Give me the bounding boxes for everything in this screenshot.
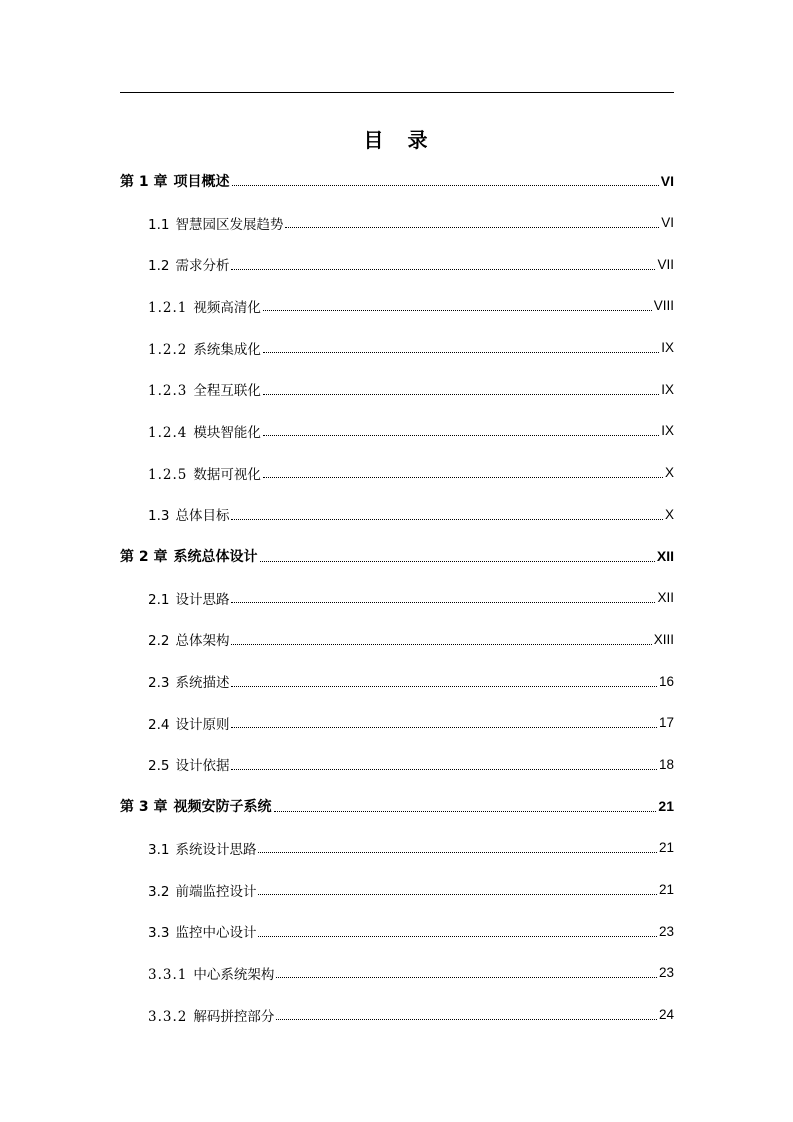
toc-entry-number: 1.2.2 bbox=[148, 341, 188, 358]
toc-entry-1-2[interactable] bbox=[120, 243, 674, 285]
toc-entry-page: VII bbox=[657, 256, 674, 272]
toc-dot-leader bbox=[258, 838, 656, 853]
toc-entry-page: X bbox=[664, 465, 674, 481]
toc-dot-leader bbox=[231, 672, 656, 687]
toc-entry-chapter-1[interactable] bbox=[120, 160, 674, 202]
toc-entry-page: 17 bbox=[658, 715, 674, 731]
toc-dot-leader bbox=[260, 547, 655, 562]
toc-entry-label bbox=[148, 754, 229, 774]
toc-entry-chapter-2[interactable] bbox=[120, 535, 674, 577]
toc-entry-page: XII bbox=[657, 590, 674, 606]
toc-entry-text: 需求分析 bbox=[175, 258, 230, 275]
toc-entry-page: 18 bbox=[658, 756, 674, 772]
toc-entry-label bbox=[148, 338, 261, 358]
toc-entry-1-2-4[interactable] bbox=[120, 410, 674, 452]
toc-entry-1-2-1[interactable] bbox=[120, 285, 674, 327]
toc-entry-text: 视频高清化 bbox=[193, 299, 261, 316]
toc-entry-label bbox=[148, 463, 261, 483]
toc-entry-number: 3.2 bbox=[148, 883, 170, 900]
toc-entry-number: 第 2 章 bbox=[120, 549, 168, 566]
toc-entry-3-3[interactable] bbox=[120, 910, 674, 952]
toc-entry-number: 3.1 bbox=[148, 841, 170, 858]
toc-entry-label bbox=[148, 671, 229, 691]
toc-entry-page: 24 bbox=[658, 1007, 674, 1023]
toc-entry-text: 设计依据 bbox=[175, 758, 230, 775]
toc-entry-page: 21 bbox=[658, 798, 674, 815]
toc-title bbox=[0, 124, 793, 153]
toc-entry-page: IX bbox=[661, 381, 674, 397]
toc-entry-label bbox=[148, 880, 256, 900]
toc-entry-label bbox=[148, 921, 256, 941]
toc-entry-label bbox=[148, 379, 261, 399]
toc-entry-text: 系统设计思路 bbox=[175, 841, 257, 858]
toc-dot-leader bbox=[231, 755, 656, 770]
toc-dot-leader bbox=[231, 588, 655, 603]
toc-entry-text: 设计原则 bbox=[175, 716, 230, 733]
toc-entry-number: 2.3 bbox=[148, 675, 170, 692]
toc-entry-2-3[interactable] bbox=[120, 660, 674, 702]
toc-entry-3-3-1[interactable] bbox=[120, 952, 674, 994]
toc-entry-text: 智慧园区发展趋势 bbox=[175, 216, 284, 233]
toc-entry-3-1[interactable] bbox=[120, 827, 674, 869]
toc-entry-label bbox=[148, 629, 229, 649]
toc-entry-chapter-3[interactable] bbox=[120, 785, 674, 827]
toc-entry-number: 2.4 bbox=[148, 716, 170, 733]
toc-dot-leader bbox=[274, 797, 657, 812]
toc-entry-page: X bbox=[664, 506, 674, 522]
toc-entry-label bbox=[120, 546, 258, 566]
toc-dot-leader bbox=[258, 922, 656, 937]
toc-entry-page: VI bbox=[661, 215, 674, 231]
toc-entry-1-1[interactable] bbox=[120, 202, 674, 244]
toc-dot-leader bbox=[263, 380, 659, 395]
toc-entry-2-1[interactable] bbox=[120, 577, 674, 619]
toc-title-char-1: 目 bbox=[363, 128, 386, 152]
toc-entry-number: 1.2.4 bbox=[148, 424, 188, 441]
toc-entry-text: 前端监控设计 bbox=[175, 883, 257, 900]
toc-entry-text: 模块智能化 bbox=[193, 424, 261, 441]
toc-entry-text: 系统集成化 bbox=[193, 341, 261, 358]
toc-entry-number: 3.3 bbox=[148, 925, 170, 942]
toc-dot-leader bbox=[263, 463, 663, 478]
toc-entry-text: 解码拼控部分 bbox=[193, 1008, 275, 1025]
toc-dot-leader bbox=[231, 255, 655, 270]
toc-dot-leader bbox=[263, 421, 659, 436]
toc-entry-2-5[interactable] bbox=[120, 744, 674, 786]
toc-entry-text: 全程互联化 bbox=[193, 383, 261, 400]
toc-dot-leader bbox=[231, 713, 656, 728]
toc-entry-label bbox=[148, 421, 261, 441]
toc-entry-label bbox=[148, 504, 229, 524]
toc-entry-text: 数据可视化 bbox=[193, 466, 261, 483]
toc-entry-3-2[interactable] bbox=[120, 869, 674, 911]
toc-entry-page: 23 bbox=[658, 965, 674, 981]
toc-entry-number: 1.2 bbox=[148, 258, 170, 275]
toc-entry-page: IX bbox=[661, 340, 674, 356]
toc-entry-number: 2.2 bbox=[148, 633, 170, 650]
toc-entry-number: 3.3.1 bbox=[148, 966, 188, 983]
toc-entry-number: 3.3.2 bbox=[148, 1008, 188, 1025]
toc-entry-page: VIII bbox=[653, 298, 674, 314]
toc-entry-number: 第 1 章 bbox=[120, 173, 168, 190]
toc-entry-label bbox=[148, 213, 283, 233]
toc-entry-text: 监控中心设计 bbox=[175, 925, 257, 942]
toc-dot-leader bbox=[285, 213, 659, 228]
toc-entry-label bbox=[148, 296, 261, 316]
toc-dot-leader bbox=[258, 880, 656, 895]
toc-title-char-2: 录 bbox=[407, 128, 430, 152]
toc-entry-label bbox=[120, 796, 272, 816]
toc-entry-number: 2.5 bbox=[148, 758, 170, 775]
toc-entry-1-2-3[interactable] bbox=[120, 368, 674, 410]
toc-entry-number: 2.1 bbox=[148, 591, 170, 608]
toc-dot-leader bbox=[263, 338, 659, 353]
toc-entry-2-4[interactable] bbox=[120, 702, 674, 744]
toc-dot-leader bbox=[231, 630, 651, 645]
toc-entry-text: 系统总体设计 bbox=[173, 549, 258, 566]
toc-entry-label bbox=[148, 254, 229, 274]
toc-entry-1-3[interactable] bbox=[120, 494, 674, 536]
toc-entry-label bbox=[120, 171, 230, 191]
toc-entry-page: 21 bbox=[658, 882, 674, 898]
toc-entry-label bbox=[148, 588, 229, 608]
toc-entry-number: 1.2.1 bbox=[148, 299, 188, 316]
toc-entry-label bbox=[148, 838, 256, 858]
toc-entry-text: 设计思路 bbox=[175, 591, 230, 608]
toc-entry-number: 1.2.5 bbox=[148, 466, 188, 483]
toc-entry-3-3-2[interactable] bbox=[120, 994, 674, 1036]
toc-entry-number: 1.2.3 bbox=[148, 383, 188, 400]
toc-list bbox=[120, 160, 674, 1035]
toc-dot-leader bbox=[231, 505, 663, 520]
toc-entry-number: 第 3 章 bbox=[120, 799, 168, 816]
toc-entry-page: XIII bbox=[653, 631, 674, 647]
toc-dot-leader bbox=[232, 171, 659, 186]
toc-entry-2-2[interactable] bbox=[120, 619, 674, 661]
toc-entry-page: 16 bbox=[658, 673, 674, 689]
toc-entry-page: IX bbox=[661, 423, 674, 439]
toc-dot-leader bbox=[276, 1005, 657, 1020]
toc-entry-page: 21 bbox=[658, 840, 674, 856]
header-rule bbox=[120, 92, 674, 93]
toc-entry-label bbox=[148, 1005, 274, 1025]
toc-entry-text: 系统描述 bbox=[175, 675, 230, 692]
toc-dot-leader bbox=[263, 296, 652, 311]
toc-entry-label bbox=[148, 713, 229, 733]
toc-entry-page: 23 bbox=[658, 923, 674, 939]
toc-entry-page: VI bbox=[660, 172, 674, 189]
toc-entry-text: 中心系统架构 bbox=[193, 966, 275, 983]
toc-entry-label bbox=[148, 963, 274, 983]
toc-entry-text: 总体架构 bbox=[175, 633, 230, 650]
toc-dot-leader bbox=[276, 963, 657, 978]
toc-entry-text: 视频安防子系统 bbox=[173, 799, 272, 816]
toc-entry-page: XII bbox=[656, 548, 674, 565]
toc-entry-text: 项目概述 bbox=[173, 173, 230, 190]
toc-entry-1-2-2[interactable] bbox=[120, 327, 674, 369]
toc-entry-number: 1.3 bbox=[148, 508, 170, 525]
toc-entry-number: 1.1 bbox=[148, 216, 170, 233]
toc-entry-text: 总体目标 bbox=[175, 508, 230, 525]
toc-entry-1-2-5[interactable] bbox=[120, 452, 674, 494]
